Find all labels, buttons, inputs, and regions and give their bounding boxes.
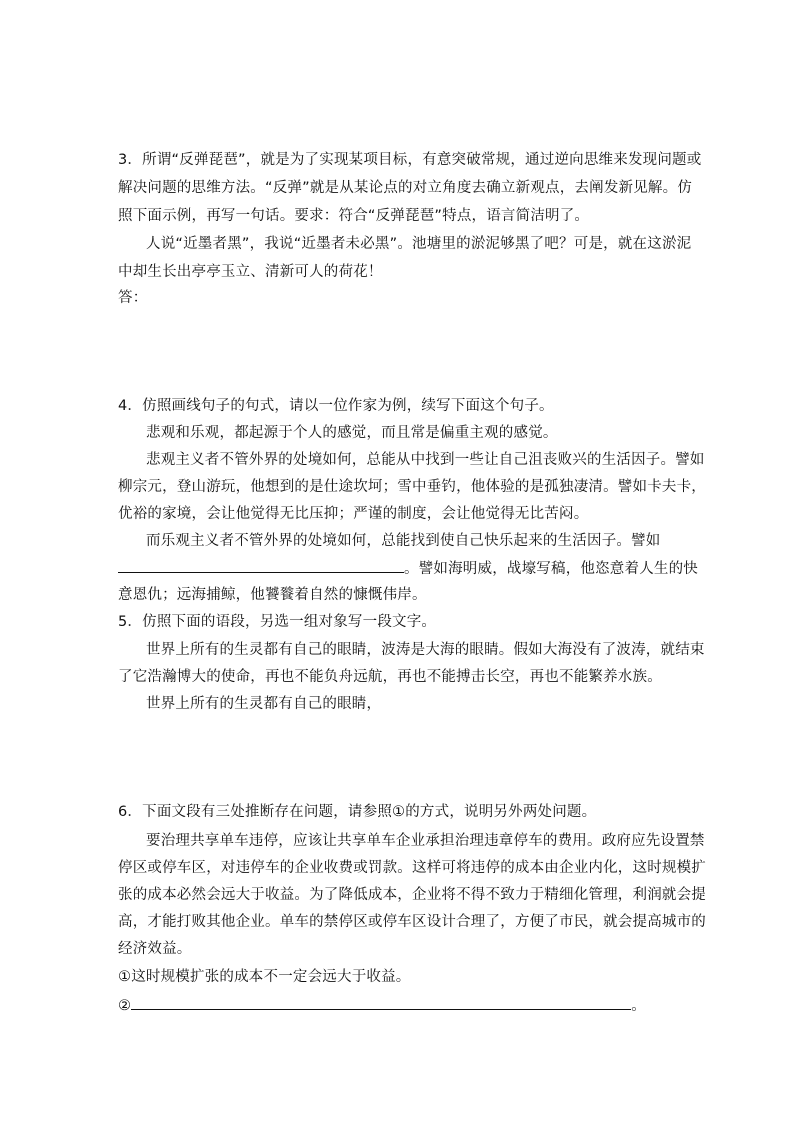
q5-paragraph-1-line-1: 世界上所有的生灵都有自己的眼睛，波涛是大海的眼睛。假如大海没有了波涛，就结束 [146, 642, 705, 658]
q6-item-1: ①这时规模扩张的成本不一定会远大于收益。 [118, 969, 411, 985]
q6-item-2-end: 。 [631, 998, 646, 1014]
q6-paragraph-line-4: 高，才能打败其他企业。单车的禁停区或停车区设计合理了，方便了市民，就会提高城市的 [118, 914, 706, 930]
q6-item-2-answer-blank[interactable] [131, 995, 631, 1010]
q6-paragraph-line-1: 要治理共享单车违停，应该让共享单车企业承担治理违章停车的费用。政府应先设置禁 [146, 833, 705, 849]
q5-paragraph-1-line-2: 了它浩瀚博大的使命，再也不能负舟远航，再也不能搏击长空，再也不能繁养水族。 [118, 669, 662, 685]
q3-example-line-2: 中却生长出亭亭玉立、清新可人的荷花！ [118, 264, 383, 280]
q3-line-1: 3．所谓“反弹琵琶”，就是为了实现某项目标，有意突破常规，通过逆向思维来发现问题或 [118, 152, 702, 168]
q4-answer-blank[interactable] [118, 558, 404, 573]
q6-title: 6．下面文段有三处推断存在问题，请参照①的方式，说明另外两处问题。 [118, 804, 597, 820]
q4-paragraph-2-line-3: 优裕的家境，会让他觉得无比压抑；严谨的制度，会让他觉得无比苦闷。 [118, 506, 589, 522]
q4-paragraph-1: 悲观和乐观，都起源于个人的感觉，而且常是偏重主观的感觉。 [146, 425, 558, 441]
q6-paragraph-line-3: 张的成本必然会远大于收益。为了降低成本，企业将不得不致力于精细化管理，利润就会提 [118, 887, 706, 903]
q3-example-line-1: 人说“近墨者黑”，我说“近墨者未必黑”。池塘里的淤泥够黑了吧？可是，就在这淤泥 [146, 236, 692, 252]
q3-line-2: 解决问题的思维方法。“反弹”就是从某论点的对立角度去确立新观点，去阐发新见解。仿 [118, 180, 693, 196]
q6-item-2-label: ② [118, 998, 132, 1014]
q5-paragraph-2: 世界上所有的生灵都有自己的眼睛， [146, 696, 382, 712]
q4-paragraph-3-line-2 [118, 558, 698, 579]
q6-paragraph-line-2: 停区或停车区，对违停车的企业收费或罚款。这样可将违停的成本由企业内化，这时规模扩 [118, 860, 706, 876]
q6-paragraph-line-5: 经济效益。 [118, 941, 192, 957]
q4-paragraph-3-line-3: 意恩仇；远海捕鲸，他饕餮着自然的慷慨伟岸。 [118, 587, 427, 603]
q4-title: 4．仿照画线句子的句式，请以一位作家为例，续写下面这个句子。 [118, 398, 554, 414]
q4-paragraph-2-line-2: 柳宗元，登山游玩，他想到的是仕途坎坷；雪中垂钓，他体验的是孤独凄清。譬如卡夫卡， [118, 479, 706, 495]
q3-answer-label: 答： [118, 290, 148, 306]
q5-title: 5．仿照下面的语段，另选一组对象写一段文字。 [118, 614, 437, 630]
q4-paragraph-3-line-1: 而乐观主义者不管外界的处境如何，总能找到使自己快乐起来的生活因子。譬如 [146, 533, 661, 549]
q4-paragraph-3-after-blank: 。譬如海明威，战壕写稿，他恣意着人生的快 [404, 561, 698, 577]
q3-line-3: 照下面示例，再写一句话。要求：符合“反弹琵琶”特点，语言简洁明了。 [118, 208, 590, 224]
q4-paragraph-2-line-1: 悲观主义者不管外界的处境如何，总能从中找到一些让自己沮丧败兴的生活因子。譬如 [146, 452, 705, 468]
q6-item-2 [118, 995, 646, 1016]
